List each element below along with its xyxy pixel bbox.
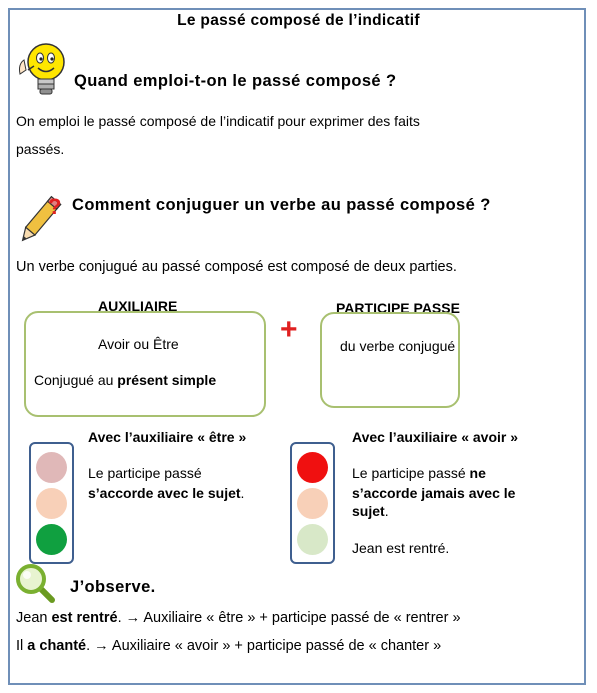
section-heading-comment: Comment conjuguer un verbe au passé composé ? — [72, 196, 491, 214]
traffic-light-lamp — [297, 524, 328, 555]
traffic-light-avoir — [290, 442, 335, 564]
traffic-light-lamp — [297, 452, 328, 483]
traffic-light-lamp — [297, 488, 328, 519]
traffic-light-lamp — [36, 488, 67, 519]
etre-text2: s’accorde avec le sujet. — [88, 485, 245, 501]
pencil-question-icon — [10, 190, 68, 250]
auxiliaire-label: AUXILIAIRE — [98, 298, 178, 314]
traffic-light-lamp — [36, 452, 67, 483]
avoir-text2: s’accorde jamais avec le — [352, 485, 516, 501]
section-text-intro: Un verbe conjugué au passé composé est composé de deux parties. — [16, 259, 457, 275]
participe-label: PARTICIPE PASSE — [336, 300, 460, 316]
avoir-text3: sujet. — [352, 503, 389, 519]
avoir-text1: Le participe passé ne — [352, 465, 486, 481]
section-heading-quand: Quand emploi-t-on le passé composé ? — [74, 72, 397, 90]
avoir-example: Jean est rentré. — [352, 540, 450, 556]
auxiliaire-box — [24, 311, 266, 417]
traffic-light-etre — [29, 442, 74, 564]
magnifier-icon — [14, 562, 56, 604]
etre-text1: Le participe passé — [88, 465, 202, 481]
observe-example: Jean est rentré. → Auxiliaire « être » + participe passé de « rentrer » — [16, 610, 461, 626]
observe-heading: J’observe. — [70, 578, 156, 596]
page-title: Le passé composé de l’indicatif — [177, 12, 420, 29]
section-text-line: passés. — [16, 141, 65, 157]
svg-text:?: ? — [48, 194, 62, 219]
etre-heading: Avec l’auxiliaire « être » — [88, 429, 247, 445]
participe-line1: du verbe conjugué — [340, 338, 456, 354]
section-text-line: On emploi le passé composé de l’indicatif pour exprimer des faits — [16, 113, 420, 129]
participe-box — [320, 312, 460, 408]
auxiliaire-line1: Avoir ou Être — [98, 336, 179, 352]
avoir-heading: Avec l’auxiliaire « avoir » — [352, 429, 519, 445]
traffic-light-lamp — [36, 524, 67, 555]
observe-example: Il a chanté. → Auxiliaire « avoir » + participe passé de « chanter » — [16, 638, 442, 654]
auxiliaire-line2: Conjugué au présent simple — [34, 372, 217, 388]
plus-sign: + — [280, 313, 298, 346]
lightbulb-icon — [14, 40, 72, 102]
